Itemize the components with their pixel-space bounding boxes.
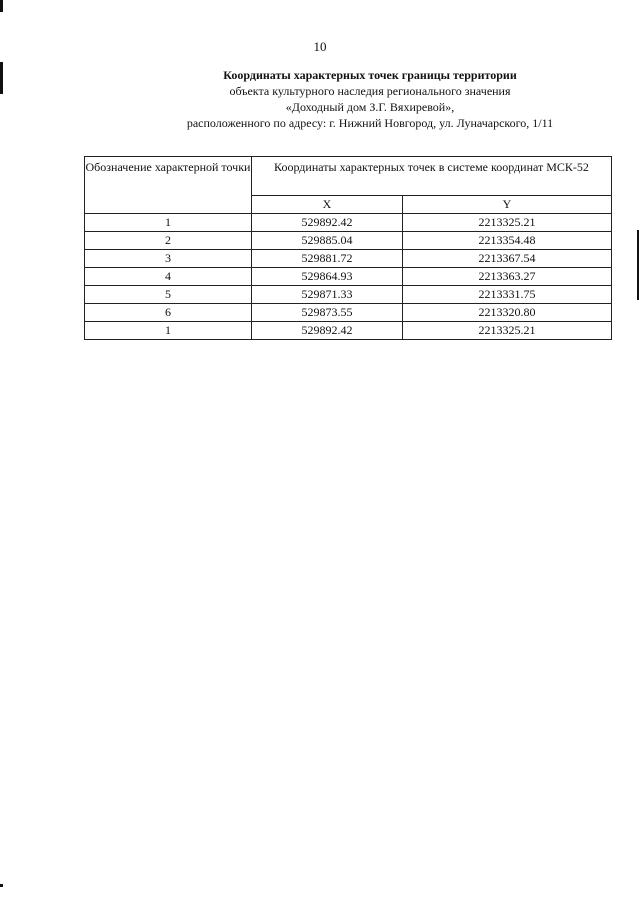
heading-title: Координаты характерных точек границы территории bbox=[223, 68, 517, 82]
y-header: Y bbox=[403, 196, 612, 214]
document-heading bbox=[110, 67, 630, 131]
table-row bbox=[85, 250, 612, 268]
page-number: 10 bbox=[313, 39, 327, 54]
point-cell: 2 bbox=[85, 232, 252, 250]
x-cell: 529873.55 bbox=[252, 304, 403, 322]
point-cell: 3 bbox=[85, 250, 252, 268]
point-cell: 1 bbox=[85, 214, 252, 232]
scan-edge-mark bbox=[637, 230, 639, 300]
x-cell: 529885.04 bbox=[252, 232, 403, 250]
heading-line: «Доходный дом З.Г. Вяхиревой», bbox=[285, 100, 455, 114]
table-row bbox=[85, 214, 612, 232]
table-row bbox=[85, 268, 612, 286]
scan-edge-mark bbox=[0, 884, 3, 887]
point-cell: 1 bbox=[85, 322, 252, 340]
table-row bbox=[85, 232, 612, 250]
x-cell: 529892.42 bbox=[252, 214, 403, 232]
y-cell: 2213331.75 bbox=[403, 286, 612, 304]
table-row bbox=[85, 322, 612, 340]
coordinate-system-header: Координаты характерных точек в системе координат МСК-52 bbox=[252, 157, 612, 196]
heading-line: объекта культурного наследия регионального значения bbox=[229, 84, 511, 98]
scan-edge-mark bbox=[0, 62, 3, 94]
x-cell: 529871.33 bbox=[252, 286, 403, 304]
y-cell: 2213354.48 bbox=[403, 232, 612, 250]
coordinates-table bbox=[84, 156, 612, 340]
y-cell: 2213325.21 bbox=[403, 322, 612, 340]
scan-edge-mark bbox=[0, 0, 3, 12]
y-cell: 2213363.27 bbox=[403, 268, 612, 286]
point-cell: 4 bbox=[85, 268, 252, 286]
x-cell: 529881.72 bbox=[252, 250, 403, 268]
x-cell: 529864.93 bbox=[252, 268, 403, 286]
y-cell: 2213367.54 bbox=[403, 250, 612, 268]
heading-line: расположенного по адресу: г. Нижний Новгород, ул. Луначарского, 1/11 bbox=[186, 116, 554, 130]
point-cell: 6 bbox=[85, 304, 252, 322]
y-cell: 2213320.80 bbox=[403, 304, 612, 322]
point-header: Обозначение характерной точки bbox=[85, 157, 252, 214]
table-row bbox=[85, 304, 612, 322]
table-header-row bbox=[85, 157, 612, 196]
point-cell: 5 bbox=[85, 286, 252, 304]
x-header: X bbox=[252, 196, 403, 214]
x-cell: 529892.42 bbox=[252, 322, 403, 340]
y-cell: 2213325.21 bbox=[403, 214, 612, 232]
table-row bbox=[85, 286, 612, 304]
